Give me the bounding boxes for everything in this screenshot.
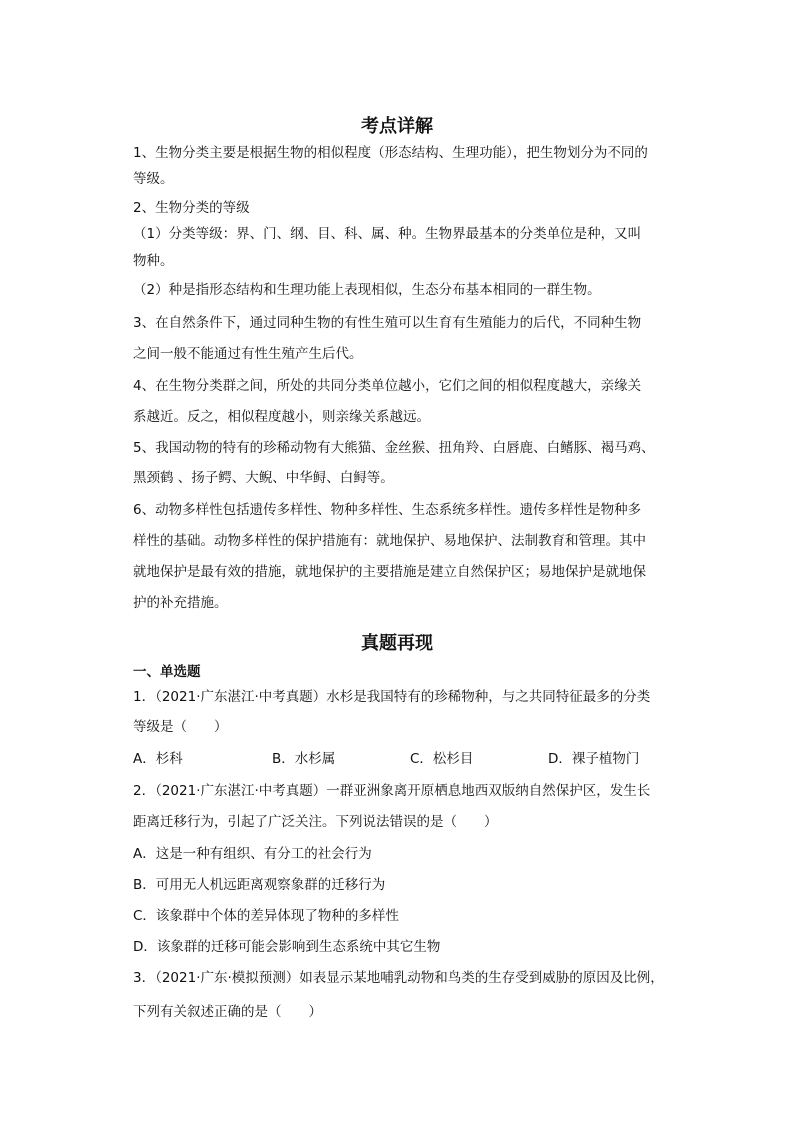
option-d: D．裸子植物门 [548, 751, 640, 767]
paragraph-line: 就地保护是最有效的措施，就地保护的主要措施是建立自然保护区；易地保护是就地保 [133, 564, 646, 580]
option-c: C．松杉目 [410, 751, 474, 767]
paragraph-line: 6、动物多样性包括遗传多样性、物种多样性、生态系统多样性。遗传多样性是物种多 [133, 502, 642, 518]
paragraph-line: 1、生物分类主要是根据生物的相似程度（形态结构、生理功能），把生物划分为不同的 [133, 145, 648, 161]
option-c: C．该象群中个体的差异体现了物种的多样性 [133, 908, 399, 924]
question-2-line: 距离迁移行为，引起了广泛关注。下列说法错误的是（ ） [133, 814, 498, 830]
question-1-line: 1．（2021·广东湛江·中考真题）水杉是我国特有的珍稀物种，与之共同特征最多的分类 [133, 689, 651, 705]
paragraph-line: 之间一般不能通过有性生殖产生后代。 [133, 346, 363, 362]
question-3-line: 下列有关叙述正确的是（ ） [133, 1004, 322, 1020]
option-d: D．该象群的迁移可能会影响到生态系统中其它生物 [133, 939, 441, 955]
paragraph-line: 2、生物分类的等级 [133, 200, 250, 216]
subheading-single-choice: 一、单选题 [133, 664, 201, 680]
paragraph-line: 护的补充措施。 [133, 595, 228, 611]
option-b: B．可用无人机远距离观察象群的迁移行为 [133, 877, 386, 893]
option-b: B．水杉属 [272, 751, 336, 767]
section-title-key-points: 考点详解 [361, 116, 433, 137]
paragraph-line: 5、我国动物的特有的珍稀动物有大熊猫、金丝猴、扭角羚、白唇鹿、白鳍豚、褐马鸡、 [133, 440, 655, 456]
paragraph-line: （2）种是指形态结构和生理功能上表现相似，生态分布基本相同的一群生物。 [133, 282, 601, 298]
question-3-line: 3．（2021·广东·模拟预测）如表显示某地哺乳动物和鸟类的生存受到威胁的原因及比例， [133, 970, 664, 986]
section-title-past-exams: 真题再现 [361, 633, 433, 654]
paragraph-line: 物种。 [133, 253, 174, 269]
paragraph-line: 黑颈鹤 、扬子鳄、大鲵、中华鲟、白鲟等。 [133, 470, 394, 486]
option-a: A．这是一种有组织、有分工的社会行为 [133, 846, 372, 862]
paragraph-line: （1）分类等级：界、门、纲、目、科、属、种。生物界最基本的分类单位是种，又叫 [133, 226, 642, 242]
paragraph-line: 等级。 [133, 171, 174, 187]
question-2-line: 2．（2021·广东湛江·中考真题）一群亚洲象离开原栖息地西双版纳自然保护区，发生长 [133, 783, 651, 799]
paragraph-line: 3、在自然条件下，通过同种生物的有性生殖可以生育有生殖能力的后代，不同种生物 [133, 315, 642, 331]
question-1-line: 等级是（ ） [133, 719, 228, 735]
paragraph-line: 样性的基础。动物多样性的保护措施有：就地保护、易地保护、法制教育和管理。其中 [133, 533, 646, 549]
paragraph-line: 4、在生物分类群之间，所处的共同分类单位越小，它们之间的相似程度越大，亲缘关 [133, 378, 642, 394]
paragraph-line: 系越近。反之，相似程度越小，则亲缘关系越远。 [133, 409, 430, 425]
option-a: A．杉科 [133, 751, 183, 767]
